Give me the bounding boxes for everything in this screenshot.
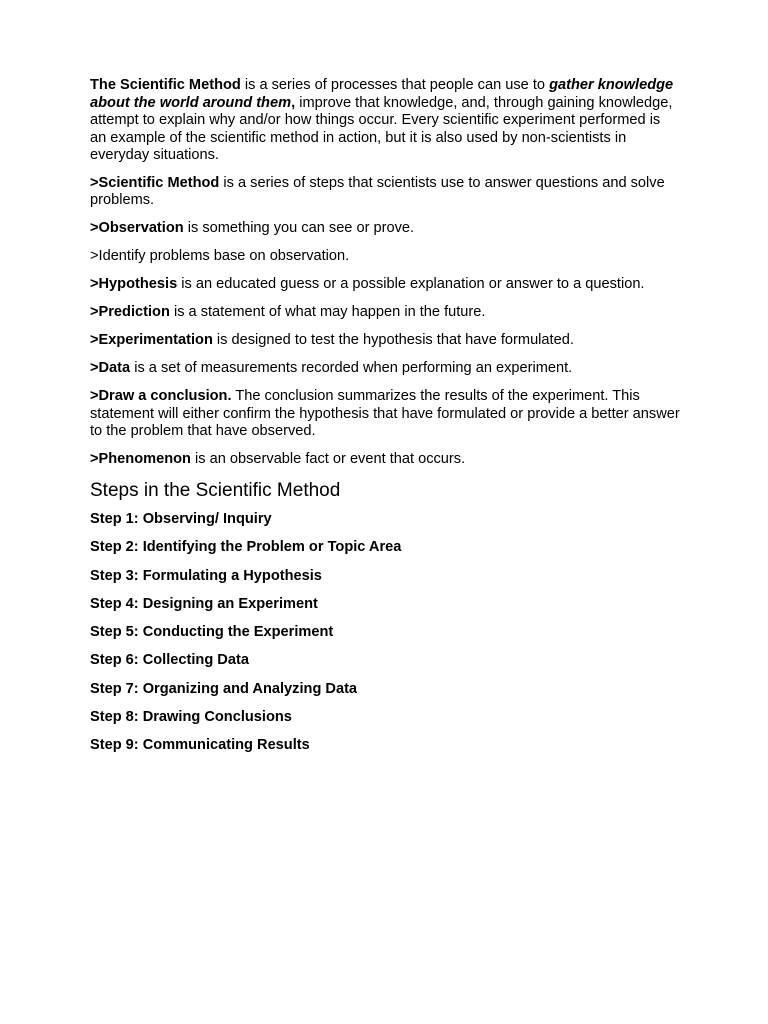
- definition-prediction: [90, 304, 680, 322]
- definition-text: >Identify problems base on observation.: [90, 248, 350, 264]
- definition-term: >Draw a conclusion.: [90, 388, 232, 404]
- step-item: Step 4: Designing an Experiment: [90, 595, 318, 612]
- definition-conclusion: [90, 388, 680, 441]
- definition-term: >Data: [90, 360, 131, 376]
- definition-observation: [90, 220, 680, 238]
- definition-text: is an educated guess or a possible explanation or answer to a question.: [177, 276, 645, 292]
- definition-text: is designed to test the hypothesis that have formulated.: [212, 332, 574, 348]
- intro-lead-term: The Scientific Method: [90, 77, 241, 93]
- step-item: Step 7: Organizing and Analyzing Data: [90, 680, 358, 697]
- definition-term: >Scientific Method: [90, 174, 220, 191]
- definition-text: is something you can see or prove.: [183, 220, 415, 236]
- definition-text: The conclusion summarizes the results of the experiment. This statement will either confirm the hypothesis that have formulated or provide a better answer to the problem that have observed.: [90, 388, 680, 439]
- step-item: Step 9: Communicating Results: [90, 737, 310, 754]
- intro-paragraph: [90, 77, 680, 165]
- step-item: Step 5: Conducting the Experiment: [90, 624, 334, 641]
- note-identify-problems: [90, 248, 680, 266]
- step-item: Step 6: Collecting Data: [90, 652, 249, 669]
- step-item: Step 3: Formulating a Hypothesis: [90, 567, 322, 584]
- step-item: Step 1: Observing/ Inquiry: [90, 511, 272, 527]
- definition-term: >Hypothesis: [90, 276, 178, 292]
- definition-text: is a statement of what may happen in the future.: [169, 304, 486, 320]
- definition-term: >Prediction: [90, 304, 170, 320]
- step-item: Step 8: Drawing Conclusions: [90, 709, 292, 726]
- definition-term: >Experimentation: [90, 332, 213, 348]
- intro-emphasis: gather knowledge about the world around them: [90, 77, 674, 111]
- definition-scientific-method: [90, 175, 680, 210]
- definition-phenomenon: [90, 451, 680, 469]
- intro-text-1: is a series of processes that people can use to: [240, 77, 550, 93]
- document-page: [90, 77, 680, 766]
- step-item: Step 2: Identifying the Problem or Topic Area: [90, 539, 402, 556]
- definition-experimentation: [90, 332, 680, 350]
- definition-text: is a set of measurements recorded when performing an experiment.: [130, 360, 573, 376]
- definition-hypothesis: [90, 276, 680, 294]
- definition-text: is an observable fact or event that occurs.: [190, 451, 466, 467]
- definition-data: [90, 360, 680, 378]
- intro-text-2: improve that knowledge, and, through gaining knowledge, attempt to explain why and/or how things occur. Every scientific experiment performed is an example of the scientific method in action, but it is also used by non-scientists in everyday situations.: [90, 94, 673, 163]
- intro-comma: ,: [291, 94, 296, 111]
- steps-heading: Steps in the Scientific Method: [90, 480, 341, 501]
- definition-term: >Observation: [90, 220, 184, 236]
- definition-text: is a series of steps that scientists use to answer questions and solve problems.: [90, 174, 665, 208]
- definition-term: >Phenomenon: [90, 451, 191, 467]
